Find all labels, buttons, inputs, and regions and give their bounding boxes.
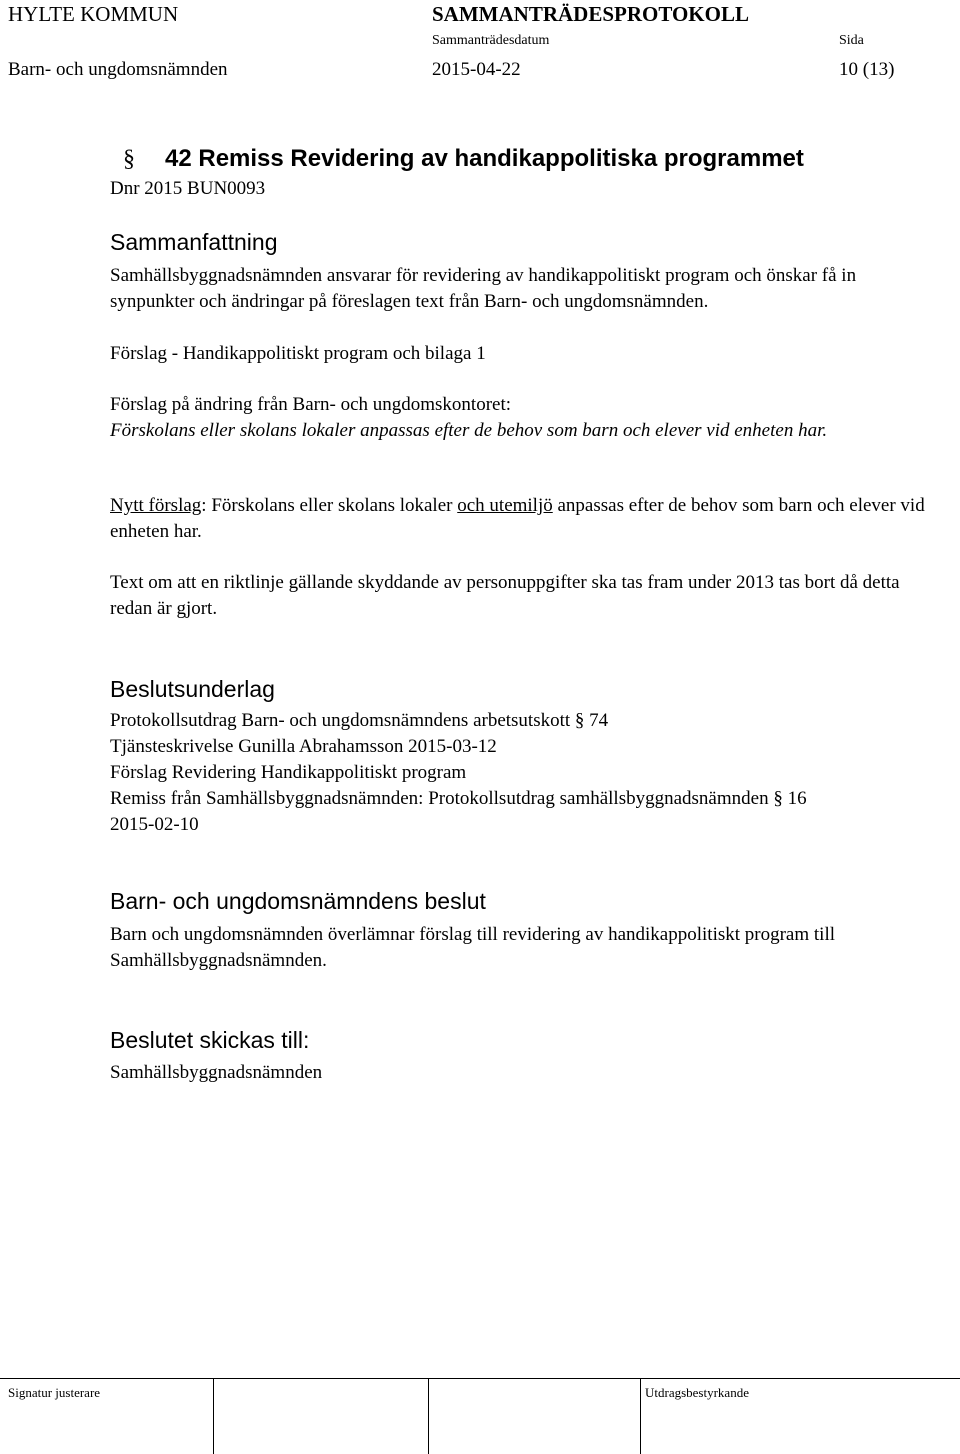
sent-to-recipient: Samhällsbyggnadsnämnden bbox=[110, 1062, 323, 1083]
item-title-row bbox=[123, 145, 804, 173]
page-label: Sida bbox=[839, 33, 864, 48]
body-name: Barn- och ungdomsnämnden bbox=[8, 59, 228, 80]
extract-label: Utdragsbestyrkande bbox=[645, 1385, 749, 1400]
new-proposal-text-2: anpassas efter de behov som barn och elever vid enheten har. bbox=[110, 495, 925, 542]
new-proposal-label: Nytt förslag bbox=[110, 495, 202, 516]
footer-divider bbox=[0, 1378, 960, 1379]
org-name: HYLTE KOMMUN bbox=[8, 2, 179, 26]
change-intro: Förslag på ändring från Barn- och ungdomskontoret: bbox=[110, 394, 512, 415]
footer-cell-divider bbox=[640, 1378, 641, 1454]
dnr: Dnr 2015 BUN0093 bbox=[110, 178, 266, 199]
date-label: Sammanträdesdatum bbox=[432, 33, 550, 48]
decision-heading: Barn- och ungdomsnämndens beslut bbox=[110, 888, 486, 914]
basis-item: Remiss från Samhällsbyggnadsnämnden: Protokollsutdrag samhällsbyggnadsnämnden § 16 bbox=[110, 788, 807, 809]
summary-heading: Sammanfattning bbox=[110, 229, 278, 255]
summary-intro: Samhällsbyggnadsnämnden ansvarar för revidering av handikappolitiskt program och önskar få in synpunkter och ändringar på föreslagen text från Barn- och ungdomsnämnden. bbox=[110, 265, 857, 312]
signature-label: Signatur justerare bbox=[8, 1385, 101, 1400]
decision-text: Barn och ungdomsnämnden överlämnar förslag till revidering av handikappolitiskt program till Samhällsbyggnadsnämnden. bbox=[110, 924, 835, 971]
basis-item: Tjänsteskrivelse Gunilla Abrahamsson 2015-03-12 bbox=[110, 736, 497, 757]
sent-to-heading: Beslutet skickas till: bbox=[110, 1027, 310, 1053]
basis-item: Protokollsutdrag Barn- och ungdomsnämndens arbetsutskott § 74 bbox=[110, 710, 609, 731]
paragraph-sign: § bbox=[123, 146, 135, 172]
new-proposal bbox=[110, 493, 940, 545]
meeting-date: 2015-04-22 bbox=[432, 59, 521, 80]
basis-item: Förslag Revidering Handikappolitiskt program bbox=[110, 762, 467, 783]
document-type: SAMMANTRÄDESPROTOKOLL bbox=[432, 2, 749, 26]
footer-cell-divider bbox=[428, 1378, 429, 1454]
basis-item: 2015-02-10 bbox=[110, 814, 199, 835]
footer-cell-divider bbox=[213, 1378, 214, 1454]
basis-heading: Beslutsunderlag bbox=[110, 676, 275, 702]
change-quote: Förskolans eller skolans lokaler anpassas efter de behov som barn och elever vid enheten har. bbox=[110, 420, 828, 441]
removal-note: Text om att en riktlinje gällande skyddande av personuppgifter ska tas fram under 2013 tas bort då detta redan är gjort. bbox=[110, 572, 900, 619]
new-proposal-text-1: : Förskolans eller skolans lokaler bbox=[201, 495, 458, 516]
new-proposal-underlined: och utemiljö bbox=[457, 495, 553, 516]
proposal-line: Förslag - Handikappolitiskt program och bilaga 1 bbox=[110, 343, 486, 364]
page-number: 10 (13) bbox=[839, 59, 895, 80]
item-title: 42 Remiss Revidering av handikappolitiska programmet bbox=[165, 145, 804, 172]
